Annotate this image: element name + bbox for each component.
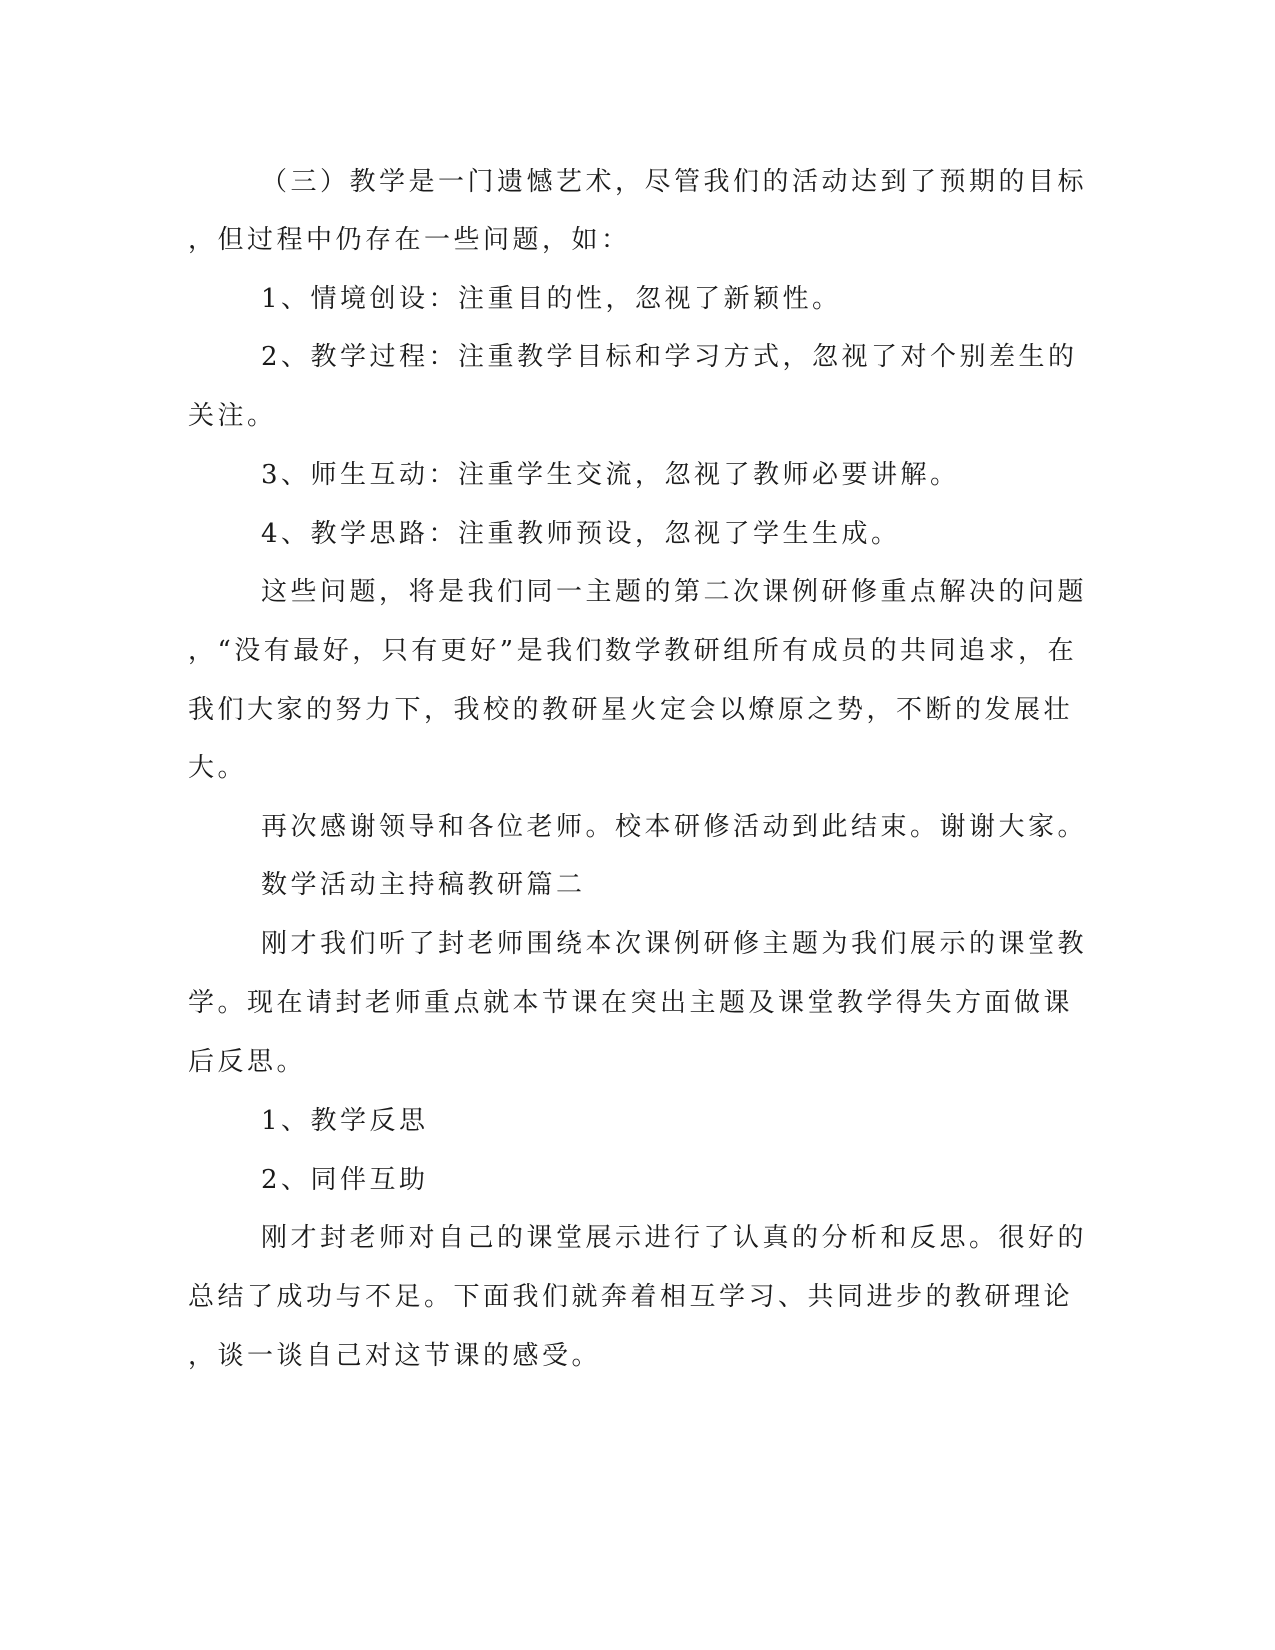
paragraph-line: 刚才封老师对自己的课堂展示进行了认真的分析和反思。很好的 bbox=[261, 1223, 1088, 1253]
paragraph-line: ，“没有最好，只有更好”是我们数学教研组所有成员的共同追求，在 bbox=[188, 636, 1078, 666]
paragraph-line: 大。 bbox=[188, 753, 248, 783]
paragraph-line: （三）教学是一门遗憾艺术，尽管我们的活动达到了预期的目标 bbox=[261, 167, 1088, 197]
section-heading: 数学活动主持稿教研篇二 bbox=[261, 870, 586, 900]
paragraph-line: 总结了成功与不足。下面我们就奔着相互学习、共同进步的教研理论 bbox=[188, 1282, 1074, 1312]
list-item-line: 4、教学思路：注重教师预设，忽视了学生生成。 bbox=[261, 519, 901, 549]
list-item-line: 关注。 bbox=[188, 401, 277, 431]
list-item-line: 2、同伴互助 bbox=[261, 1165, 429, 1195]
paragraph-line: 这些问题，将是我们同一主题的第二次课例研修重点解决的问题 bbox=[261, 577, 1088, 607]
paragraph-line: 刚才我们听了封老师围绕本次课例研修主题为我们展示的课堂教 bbox=[261, 929, 1088, 959]
paragraph-line: ，但过程中仍存在一些问题，如： bbox=[188, 225, 631, 255]
list-item-line: 1、教学反思 bbox=[261, 1106, 429, 1136]
paragraph-line: 我们大家的努力下，我校的教研星火定会以燎原之势，不断的发展壮 bbox=[188, 695, 1074, 725]
paragraph-line: ，谈一谈自己对这节课的感受。 bbox=[188, 1341, 602, 1371]
list-item-line: 2、教学过程：注重教学目标和学习方式，忽视了对个别差生的 bbox=[261, 342, 1078, 372]
paragraph-line: 学。现在请封老师重点就本节课在突出主题及课堂教学得失方面做课 bbox=[188, 988, 1074, 1018]
paragraph-line: 再次感谢领导和各位老师。校本研修活动到此结束。谢谢大家。 bbox=[261, 812, 1088, 842]
paragraph-line: 后反思。 bbox=[188, 1047, 307, 1077]
list-item-line: 3、师生互动：注重学生交流，忽视了教师必要讲解。 bbox=[261, 460, 960, 490]
list-item-line: 1、情境创设：注重目的性，忽视了新颖性。 bbox=[261, 284, 842, 314]
